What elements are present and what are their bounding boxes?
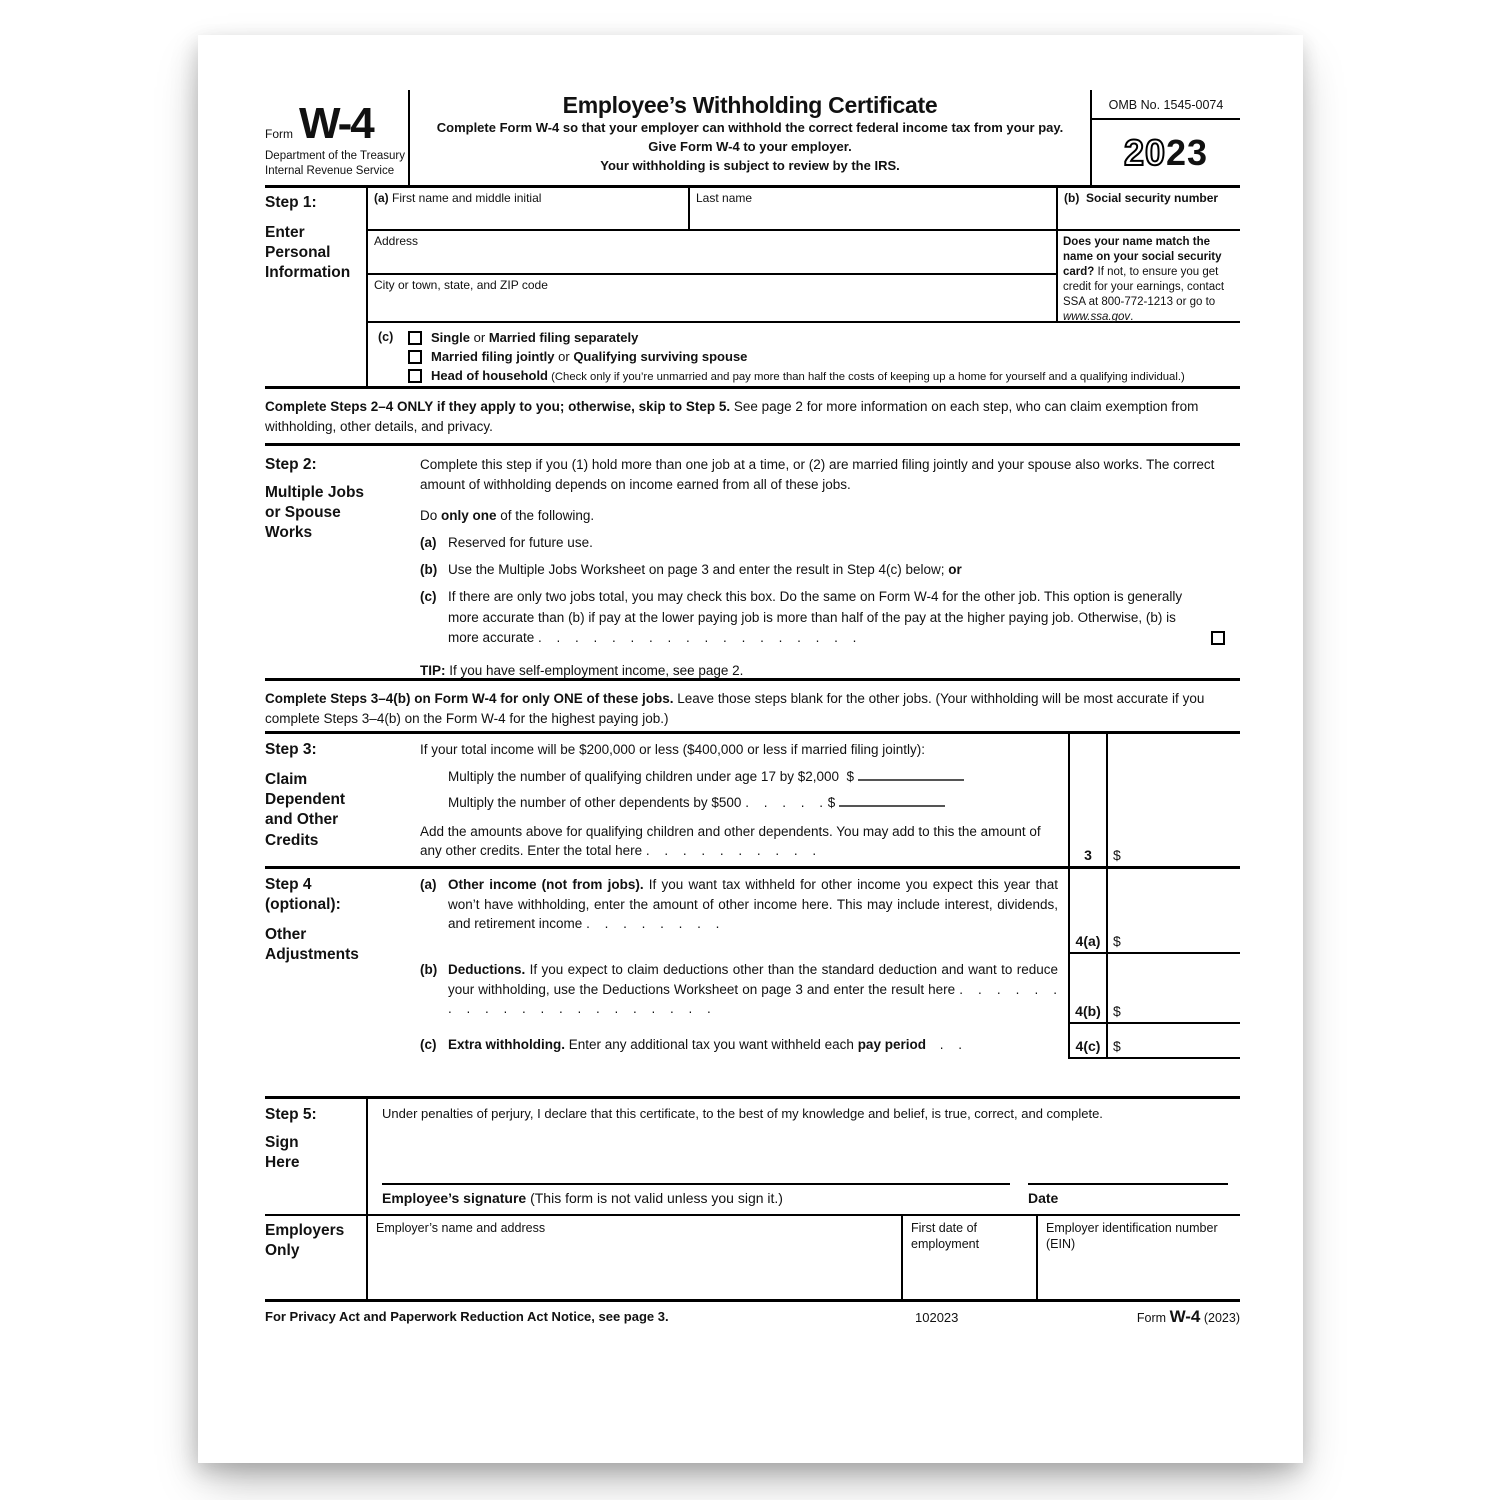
- dotted-leader: . . . . . . . . . . . . . . . . . .: [538, 629, 858, 645]
- dotted-leader: . . . . . . . .: [586, 916, 721, 932]
- step4c-content: [420, 1035, 1068, 1055]
- step3-intro: If your total income will be $200,000 or less ($400,000 or less if married filing jointly):: [420, 742, 925, 757]
- omb-number: OMB No. 1545-0074: [1092, 90, 1240, 120]
- first-name-letter: (a): [374, 191, 389, 205]
- first-name-label: First name and middle initial: [392, 191, 542, 205]
- first-name-field[interactable]: [368, 188, 690, 231]
- date-line[interactable]: [1028, 1183, 1228, 1206]
- step3-label: [265, 740, 420, 866]
- step4-label: [265, 875, 420, 964]
- ssn-letter: (b): [1064, 191, 1080, 205]
- dotted-leader: . . . . . . . . . . . . . . . . . . . . .: [448, 981, 1058, 1017]
- step5-section: [265, 1096, 1240, 1302]
- form-subtitle-1: Complete Form W-4 so that your employer can withhold the correct federal income tax from your pay.: [436, 120, 1064, 135]
- step5-label: [265, 1099, 368, 1216]
- step4-c-text: Extra withholding. Enter any additional tax you want withheld each pay period . .: [448, 1037, 963, 1053]
- dollar-sign: $: [1113, 1038, 1121, 1054]
- dollar-sign: $: [846, 768, 855, 784]
- dotted-leader: . . . . . . . . . .: [645, 843, 818, 859]
- step2-label: [265, 455, 420, 678]
- step2-a-text: Reserved for future use.: [448, 534, 593, 550]
- dollar-sign: $: [1113, 1003, 1121, 1019]
- step2-do-line: Do only one of the following.: [420, 507, 595, 523]
- ssa-note-text: If not, to ensure you get credit for your earnings, contact SSA at 800-772-1213 or go to: [1063, 265, 1225, 308]
- step2-c-letter: (c): [420, 589, 437, 605]
- dependents-amount-field[interactable]: [839, 794, 945, 807]
- form-subtitle-3: Your withholding is subject to review by the IRS.: [600, 157, 900, 173]
- notice2-bold: Complete Steps 3–4(b) on Form W-4 for only ONE of these jobs.: [265, 691, 674, 706]
- single-option-label: Single or Married filing separately: [431, 330, 639, 345]
- step1-label: [265, 188, 368, 386]
- ein-field[interactable]: Employer identification number (EIN): [1046, 1221, 1218, 1252]
- filing-option-single-row: [378, 330, 1240, 345]
- step4-subtitle: Other Adjustments: [265, 926, 359, 964]
- year-outline-digits: 20: [1123, 131, 1166, 173]
- step4a-row: [265, 869, 1068, 964]
- address-field[interactable]: [368, 231, 1058, 275]
- employers-only-label: Employers Only: [265, 1216, 368, 1299]
- signature-label: Employee’s signature: [382, 1190, 527, 1206]
- last-name-label: Last name: [696, 191, 753, 205]
- form-footer-id: Form W-4 (2023): [1136, 1307, 1240, 1326]
- steps-3-4-table: [265, 734, 1240, 1059]
- step1-subtitle: Enter Personal Information: [265, 224, 351, 282]
- signature-row: [382, 1183, 1240, 1206]
- ssa-note-bold: Does your name match the name on your social security card?: [1063, 236, 1222, 278]
- step4a-amount-field[interactable]: [1108, 869, 1240, 954]
- children-amount-field[interactable]: [858, 768, 964, 781]
- step4-title-2: (optional):: [265, 896, 341, 914]
- step5-title: Step 5:: [265, 1106, 317, 1123]
- step2-option-b: [420, 560, 1240, 580]
- step2-b-letter: (b): [420, 562, 438, 577]
- step2-intro: Complete this step if you (1) hold more than one job at a time, or (2) are married filing jointly and your spouse also works. The correct amount of withholding depends on income earned from all of these jobs.: [420, 457, 1215, 493]
- two-jobs-checkbox[interactable]: [1211, 631, 1225, 645]
- form-title: Employee’s Withholding Certificate: [562, 92, 938, 118]
- form-number: W-4: [299, 99, 373, 148]
- agency-line-1: Department of the Treasury: [265, 150, 405, 163]
- city-label: City or town, state, and ZIP code: [374, 278, 548, 292]
- step4-a-text: Other income (not from jobs). If you want tax withheld for other income you expect this year that won’t have withholding, enter the amount of other income here. This may include interest, dividends, and retirement income . . . . . . . .: [448, 877, 1058, 932]
- filing-option-hoh-row: [378, 368, 1240, 383]
- step3-dependents-line: Multiply the number of other dependents by $500 . . . . . $: [448, 793, 1058, 813]
- filing-option-married-row: [378, 349, 1240, 364]
- step2-a-letter: (a): [420, 534, 437, 550]
- form-title-block: [408, 90, 1090, 185]
- employer-name-address-field[interactable]: Employer’s name and address: [368, 1216, 903, 1299]
- steps-3-4b-notice: [265, 681, 1240, 734]
- step4c-amount-field[interactable]: [1108, 1024, 1240, 1059]
- step3-children-line: Multiply the number of qualifying children under age 17 by $2,000 $: [448, 767, 1058, 787]
- step5-subtitle-2: Here: [265, 1154, 300, 1172]
- signature-note: (This form is not valid unless you sign it.): [526, 1190, 783, 1206]
- step3-line-number: 3: [1068, 734, 1108, 869]
- employers-only-row: [368, 1216, 1240, 1299]
- form-word: Form: [265, 127, 293, 141]
- step1-title: Step 1:: [265, 194, 317, 211]
- step2-b-text: Use the Multiple Jobs Worksheet on page 3 and enter the result in Step 4(c) below; or: [448, 562, 962, 577]
- head-of-household-checkbox[interactable]: [408, 369, 422, 383]
- step4b-line-number: 4(b): [1068, 954, 1108, 1024]
- step4a-line-number: 4(a): [1068, 869, 1108, 954]
- notice2-rest: Leave those steps blank for the other jobs. (Your withholding will be most accurate if you complete Steps 3–4(b) on the Form W-4 for the highest paying job.): [265, 691, 1205, 726]
- option-c-letter: (c): [378, 330, 394, 344]
- step3-subtitle: Claim Dependent and Other Credits: [265, 771, 346, 849]
- step4a-content: [420, 875, 1068, 954]
- employee-signature-line[interactable]: [382, 1183, 1010, 1206]
- step2-option-a: [420, 533, 1240, 553]
- agency-lines: [265, 149, 405, 179]
- married-jointly-checkbox[interactable]: [408, 350, 422, 364]
- ssa-note-period: .: [1130, 310, 1134, 323]
- married-option-label: Married filing jointly or Qualifying surviving spouse: [431, 349, 748, 364]
- year-solid-digits: 23: [1166, 131, 1209, 173]
- step2-c-text: If there are only two jobs total, you may check this box. Do the same on Form W-4 for the other job. This option is generally more accurate than (b) if pay at the lower paying job is more than half of the pay at the higher paying job. Otherwise, (b) is more accurate . . . . . . . . . . . . . . . . . .: [448, 587, 1240, 648]
- step1-section: [265, 188, 1240, 389]
- step4-a-letter: (a): [420, 877, 437, 892]
- step2-content: [420, 455, 1240, 678]
- ssn-field[interactable]: [1058, 188, 1240, 231]
- ssa-note: [1058, 231, 1240, 323]
- step2-subtitle: Multiple Jobs or Spouse Works: [265, 484, 365, 542]
- step4c-row: [265, 1024, 1068, 1059]
- agency-line-2: Internal Revenue Service: [265, 165, 395, 178]
- hoh-option-label: Head of household (Check only if you’re unmarried and pay more than half the costs of keeping up a home for yourself and a qualifying individual.): [431, 368, 1185, 383]
- omb-year-block: [1090, 90, 1240, 185]
- filing-status-options: [368, 323, 1240, 386]
- tax-year: [1092, 120, 1240, 185]
- step4c-line-number: 4(c): [1068, 1024, 1108, 1059]
- notice1-rest: See page 2 for more information on each step, who can claim exemption from withholding, other details, and privacy.: [265, 399, 1199, 434]
- step4-b-letter: (b): [420, 962, 438, 977]
- ssa-website: www.ssa.gov: [1063, 310, 1131, 323]
- w4-form-sheet: [198, 35, 1303, 1463]
- step4-title: Step 4: [265, 876, 312, 893]
- dollar-sign: $: [1113, 847, 1121, 863]
- step3-content: [420, 740, 1068, 866]
- city-state-zip-field[interactable]: [368, 275, 1058, 323]
- perjury-statement: Under penalties of perjury, I declare that this certificate, to the best of my knowledge and belief, is true, correct, and complete.: [382, 1106, 1103, 1121]
- date-label: Date: [1028, 1190, 1059, 1206]
- address-label: Address: [374, 234, 419, 248]
- catalog-number: 102023: [915, 1310, 959, 1325]
- dollar-sign: $: [827, 795, 836, 811]
- first-date-employment-field[interactable]: First date of employment: [903, 1216, 1038, 1299]
- step5-content: [368, 1099, 1240, 1216]
- step3-row: [265, 734, 1068, 869]
- step5-subtitle-1: Sign: [265, 1134, 299, 1152]
- step2-option-c: [420, 587, 1240, 648]
- privacy-act-notice: For Privacy Act and Paperwork Reduction Act Notice, see page 3.: [265, 1309, 669, 1324]
- step4b-content: [420, 960, 1068, 1024]
- form-header: [265, 90, 1240, 188]
- step2-title: Step 2:: [265, 456, 317, 473]
- dotted-leader: . . . . .: [745, 795, 824, 811]
- steps-2-4-notice: [265, 389, 1240, 446]
- step2-tip: TIP: If you have self-employment income, see page 2.: [420, 663, 744, 678]
- step4-b-text: Deductions. If you expect to claim deductions other than the standard deduction and want to reduce your withholding, use the Deductions Worksheet on page 3 and enter the result here . . . . . . . . . . . . . . . . . . . . .: [448, 962, 1058, 1017]
- step2-section: [265, 446, 1240, 681]
- step4b-amount-field[interactable]: [1108, 954, 1240, 1024]
- single-checkbox[interactable]: [408, 331, 422, 345]
- notice1-bold: Complete Steps 2–4 ONLY if they apply to you; otherwise, skip to Step 5.: [265, 399, 731, 414]
- step3-title: Step 3:: [265, 741, 317, 758]
- dollar-sign: $: [1113, 933, 1121, 949]
- form-footer: [265, 1309, 1240, 1333]
- step3-total-line: Add the amounts above for qualifying children and other dependents. You may add to this the amount of any other credits. Enter the total here . . . . . . . . . .: [420, 823, 1041, 859]
- ssn-label: Social security number: [1086, 191, 1219, 205]
- step4-c-letter: (c): [420, 1037, 437, 1053]
- dotted-leader: . .: [925, 1037, 963, 1053]
- form-number-block: [265, 90, 408, 185]
- form-subtitle-2: Give Form W-4 to your employer.: [648, 138, 852, 154]
- step3-total-amount-field[interactable]: [1108, 734, 1240, 869]
- step4b-row: [265, 954, 1068, 1024]
- last-name-field[interactable]: [690, 188, 1058, 231]
